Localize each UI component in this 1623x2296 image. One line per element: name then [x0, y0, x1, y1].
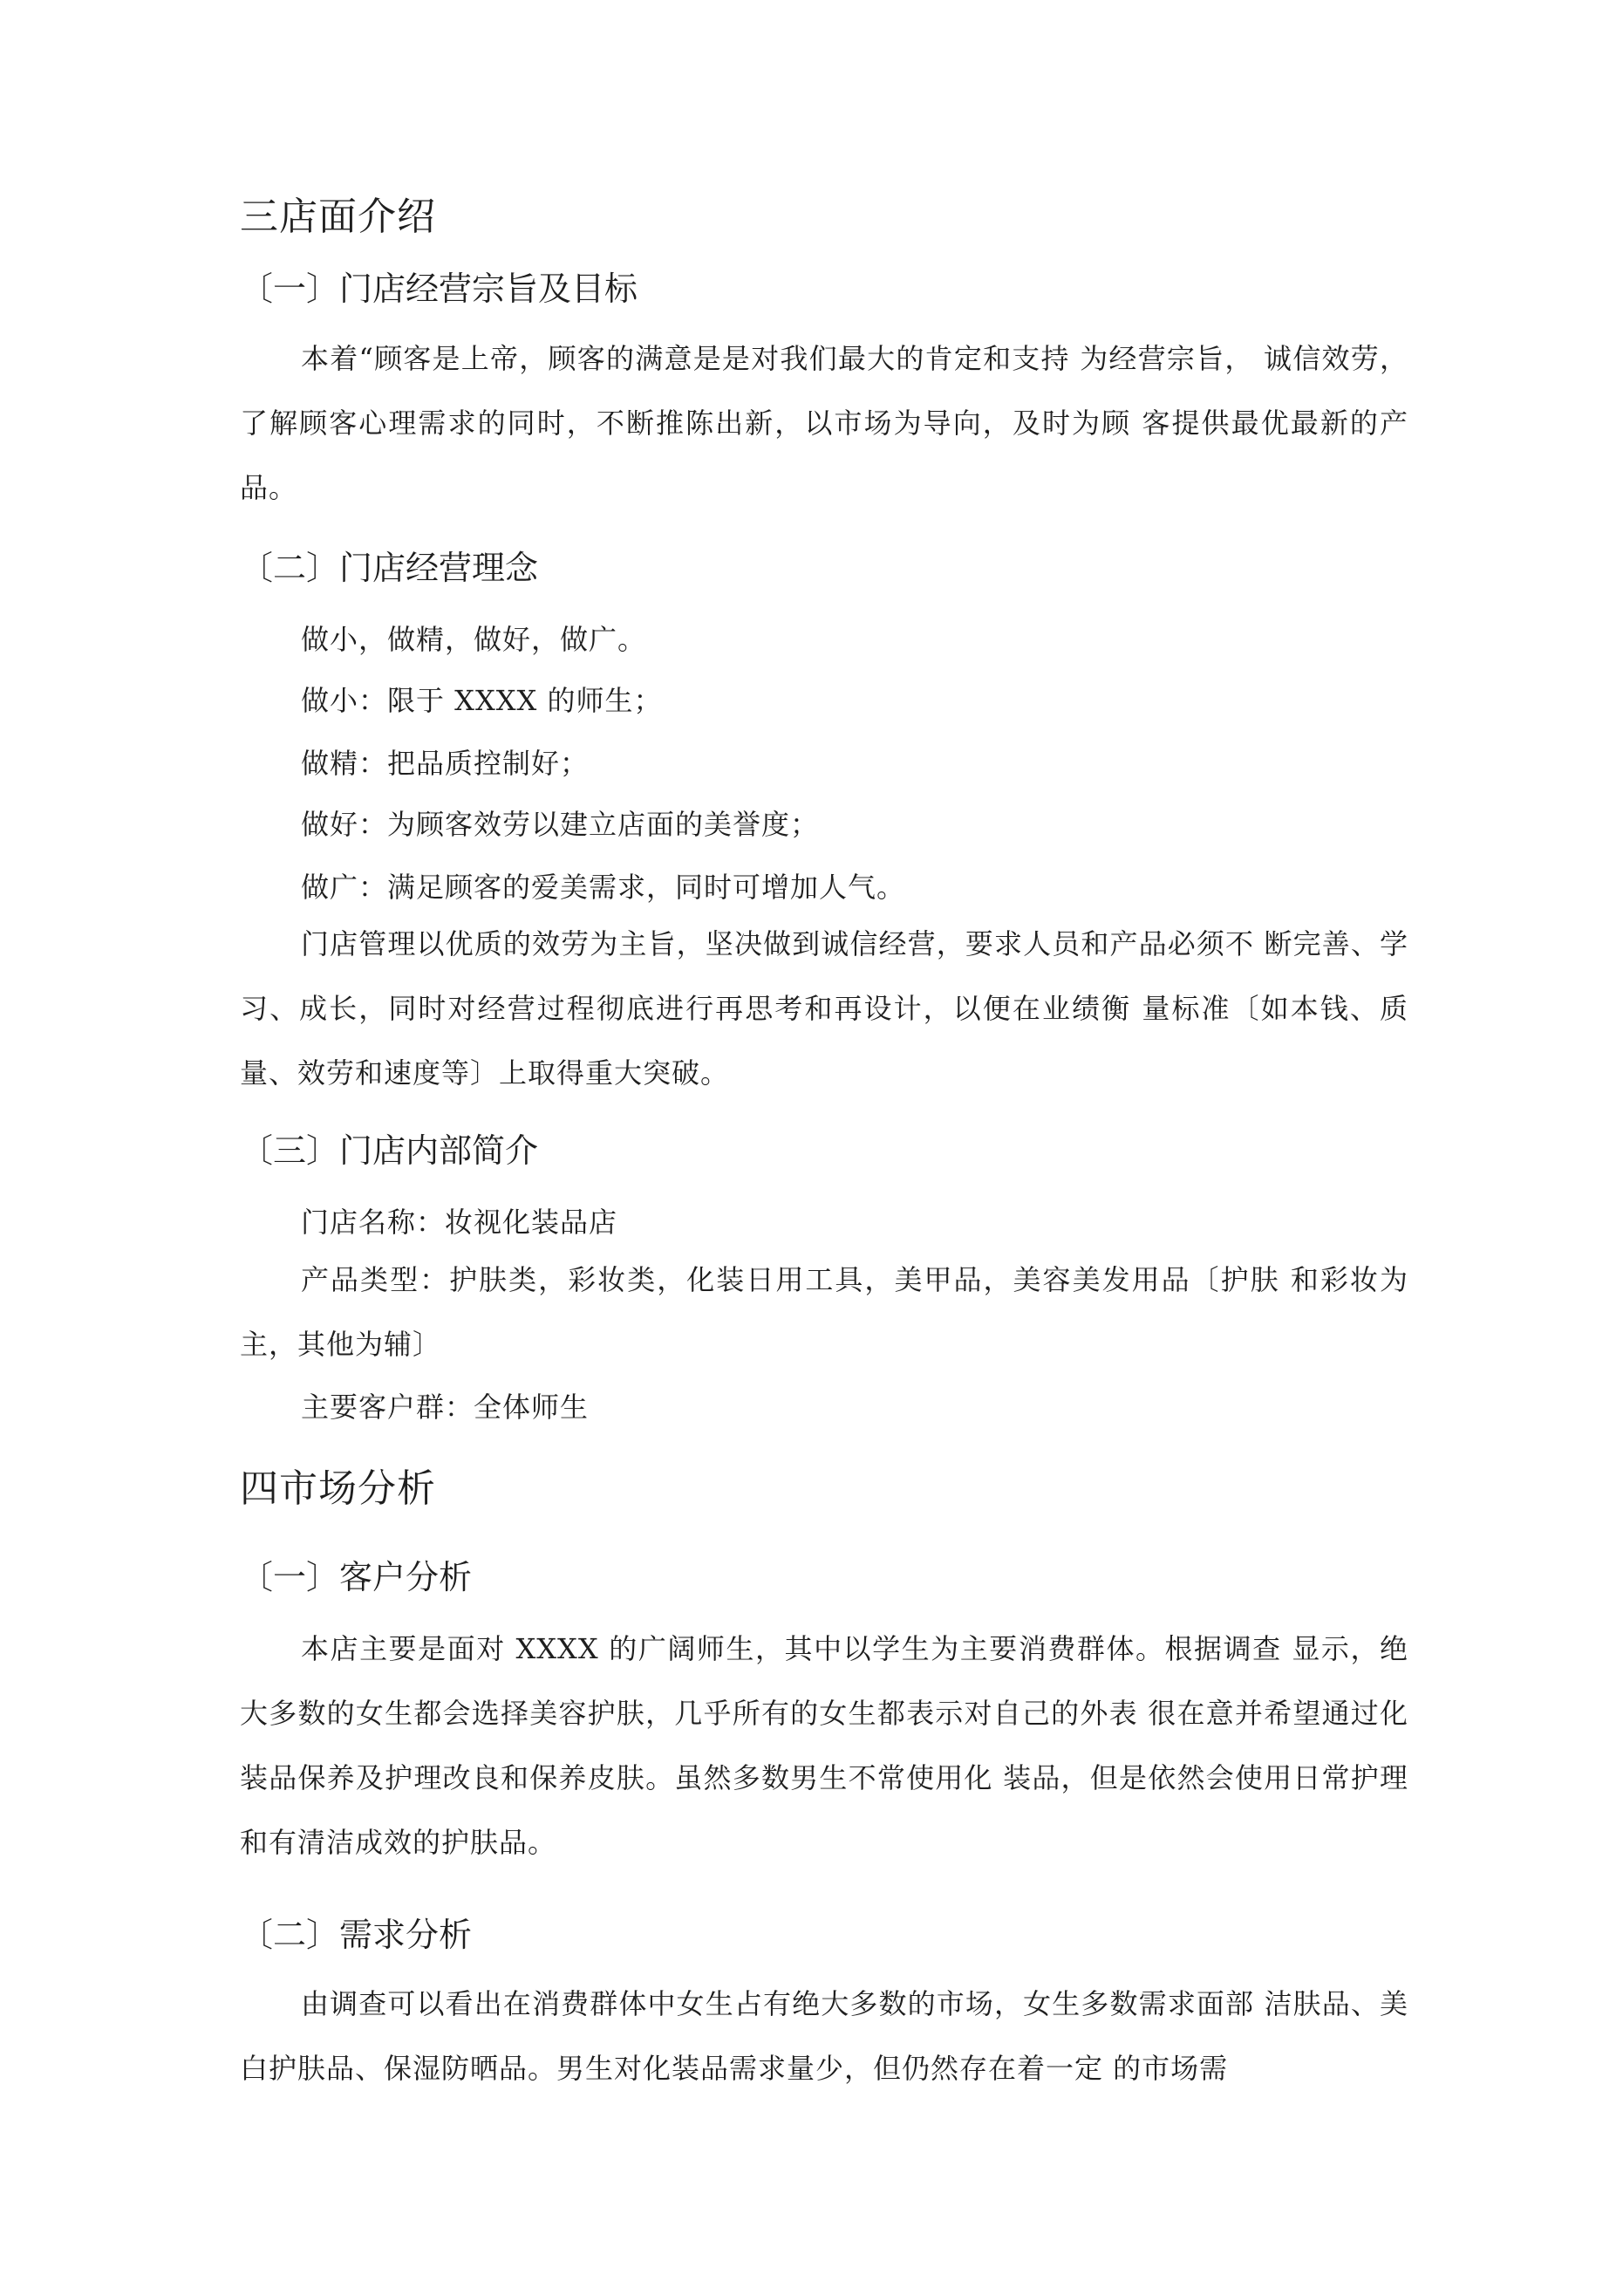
section-4-title: 四市场分析: [240, 1466, 436, 1511]
subsection-4-2-body: 由调查可以看出在消费群体中女生占有绝大多数的市场，女生多数需求面部 洁肤品、美白护肤品、保湿防晒品。男生对化装品需求量少，但仍然存在着一定 的市场需: [240, 1987, 1408, 2085]
subsection-3-1-heading: 〔一〕门店经营宗旨及目标: [240, 270, 638, 308]
subsection-4-1-heading: 〔一〕客户分析: [240, 1558, 473, 1596]
store-name: 门店名称：妆视化装品店: [301, 1206, 618, 1239]
subsection-3-3-heading: 〔三〕门店内部简介: [240, 1131, 539, 1170]
subsection-3-1-body: 本着“顾客是上帝，顾客的满意是是对我们最大的肯定和支持 为经营宗旨， 诚信效劳，了解顾客心理需求的同时，不断推陈出新，以市场为导向，及时为顾 客提供最优最新的产品。: [240, 342, 1408, 504]
section-3-title: 三店面介绍: [240, 195, 436, 239]
philosophy-line-4: 做好：为顾客效劳以建立店面的美誉度；: [301, 808, 820, 841]
philosophy-line-1: 做小，做精，做好，做广。: [301, 623, 647, 656]
main-customers: 主要客户群：全体师生: [301, 1391, 590, 1424]
subsection-4-2-heading: 〔二〕需求分析: [240, 1916, 473, 1954]
philosophy-line-5: 做广：满足顾客的爱美需求，同时可增加人气。: [301, 871, 906, 904]
subsection-3-2-heading: 〔二〕门店经营理念: [240, 549, 539, 587]
philosophy-line-3: 做精：把品质控制好；: [301, 747, 590, 780]
philosophy-line-2: 做小：限于 XXXX 的师生；: [301, 684, 663, 717]
product-types: 产品类型：护肤类，彩妆类，化装日用工具，美甲品，美容美发用品〔护肤 和彩妆为主，其他为辅〕: [240, 1263, 1408, 1361]
subsection-3-2-body: 门店管理以优质的效劳为主旨，坚决做到诚信经营，要求人员和产品必须不 断完善、学习、成长，同时对经营过程彻底进行再思考和再设计，以便在业绩衡 量标准〔如本钱、质量、效劳和速度等〕上取得重大突破。: [240, 927, 1408, 1090]
subsection-4-1-body: 本店主要是面对 XXXX 的广阔师生，其中以学生为主要消费群体。根据调查 显示，绝大多数的女生都会选择美容护肤，几乎所有的女生都表示对自己的外表 很在意并希望通过化装品保养及护理改良和保养皮肤。虽然多数男生不常使用化 装品，但是依然会使用日常护理和有清洁成效的护肤品。: [240, 1632, 1408, 1859]
